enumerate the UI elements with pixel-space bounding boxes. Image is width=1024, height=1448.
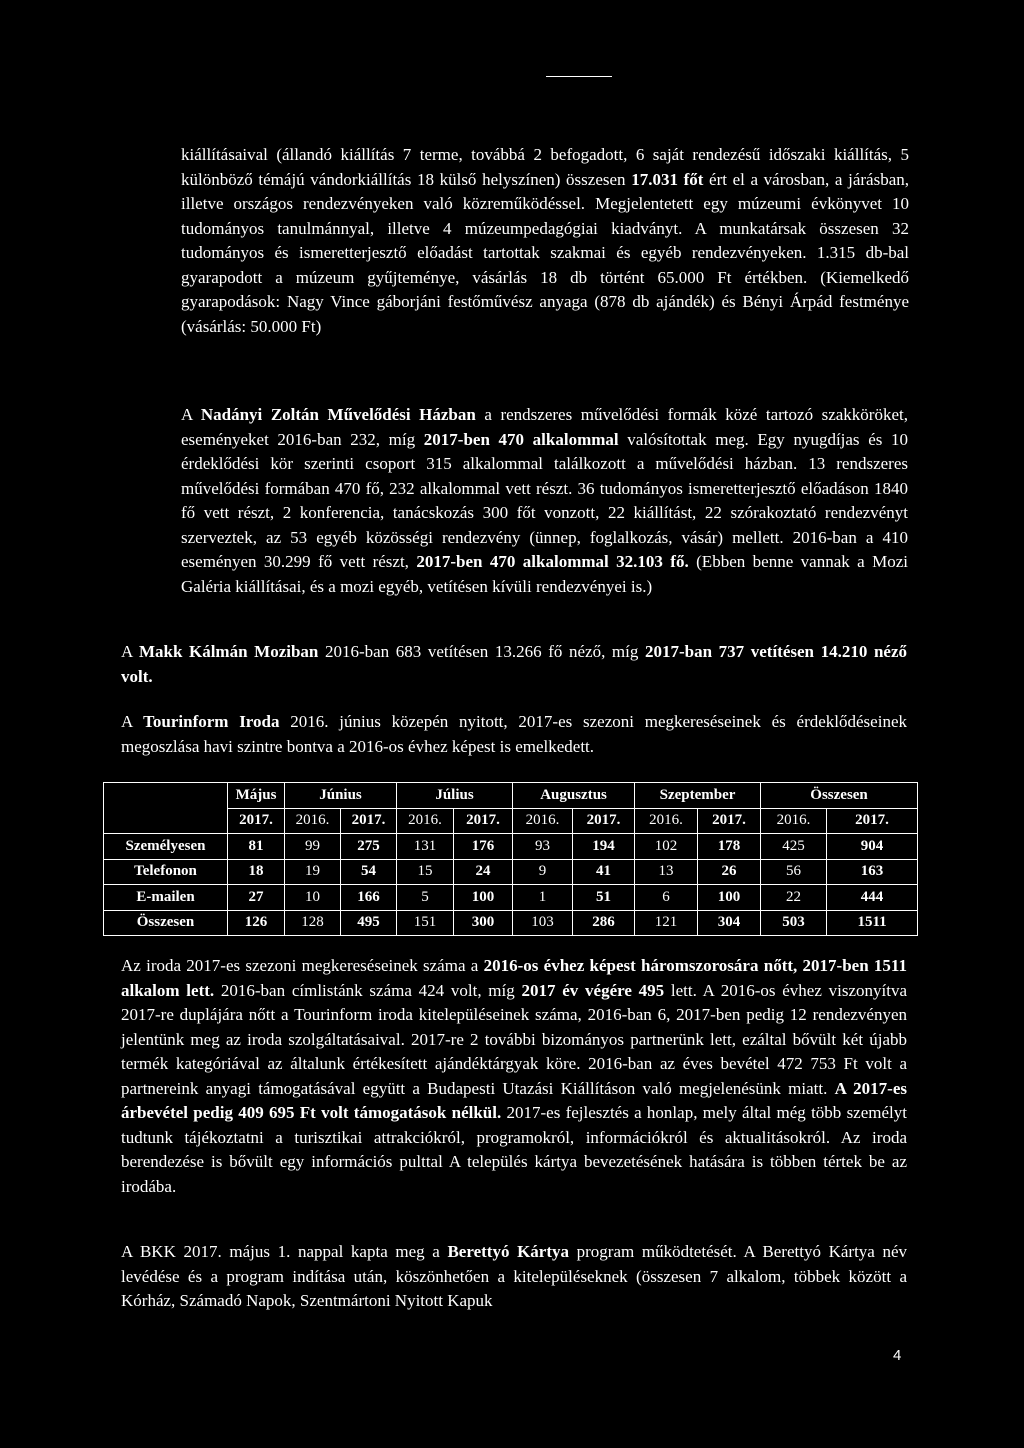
text-run: ért el a városban, a járásban, illetve országos rendezvényeken való közreműködéssel. Megjelentetett egy múzeumi évkönyvet 10 tudományos tanulmánnyal, illetve 4 múzeumpedagógiai kiadványt. A munkatársak összesen 32 tudományos és ismeretterjesztő előadást tartottak szakmai és egyéb rendezvényeken. 1.315 db-bal gyarapodott a múzeum gyűjteménye, vásárlás 18 db történt 65.000 Ft értékben. (Kiemelkedő gyarapodások: Nagy Vince gáborjáni festőművész anyaga (878 db ajándék) és Bényi Árpád festménye (vásárlás: 50.000 Ft) — [181, 169, 910, 336]
table-row — [104, 910, 918, 936]
paragraph-cinema — [121, 640, 907, 689]
table-cell: 904 — [827, 834, 918, 860]
bold-text-run: 17.031 főt — [631, 169, 704, 189]
text-run: 2016. június közepén nyitott, 2017-es szezoni megkereséseinek és érdeklődéseinek megoszlása havi szintre bontva a 2016-os évhez képest is emelkedett. — [121, 712, 907, 756]
month-header: Július — [397, 783, 513, 809]
text-run: Az iroda 2017-es szezoni megkereséseinek száma a — [121, 956, 484, 975]
year-header-cell: 2016. — [635, 808, 698, 834]
table-cell: 100 — [454, 885, 513, 911]
text-run: valósítottak meg. Egy nyugdíjas és 10 érdeklődési kör szerinti csoport 315 alkalommal találkozott a művelődési házban. 13 rendszeres művelődési formában 470 fő, 232 alkalommal vett részt. 36 tudományos ismeretterjesztő előadáson 1840 fő vett részt, 2 konferencia, tanácskozás 300 főt vonzott, 22 kiállítást, 22 szórakoztató rendezvényt szerveztek, az 53 egyéb közösségi rendezvény (ünnep, foglalkozás, vásár) mellett. 2016-ban a 410 eseményen 30.299 fő vett részt, — [181, 429, 909, 571]
text-run: A — [121, 712, 144, 731]
table-cell: 1511 — [827, 910, 918, 936]
table-cell: 13 — [635, 859, 698, 885]
table-cell: 128 — [285, 910, 341, 936]
table-cell: 10 — [285, 885, 341, 911]
bold-text-run: 2016-os évhez képest háromszorosára nőtt, 2017-ben 1511 alkalom lett. — [121, 956, 907, 1000]
table-cell: 163 — [827, 859, 918, 885]
bold-text-run: 2017-ban 737 vetítésen 14.210 néző volt. — [121, 642, 907, 686]
table-cell: 166 — [341, 885, 397, 911]
table-cell: 444 — [827, 885, 918, 911]
paragraph-tourinform — [121, 710, 907, 759]
paragraph-tourinform-summary — [121, 954, 907, 1199]
table-cell: 121 — [635, 910, 698, 936]
month-header-row — [104, 783, 918, 809]
year-header-cell: 2017. — [698, 808, 761, 834]
paragraph-bkk — [121, 1240, 907, 1314]
text-run: program működtetését. A Berettyó Kártya név levédése és a program indítása után, köszönhetően a kitelepüléseknek (összesen 7 alkalom, többek között a Kórház, Számadó Napok, Szentmártoni Nyitott Kapuk — [121, 1242, 908, 1310]
text-run: (Ebben benne vannak a Mozi Galéria kiállításai, és a mozi egyéb, vetítésen kívüli rendezvényei is.) — [181, 552, 909, 596]
year-header-cell: 2016. — [761, 808, 827, 834]
table-cell: 102 — [635, 834, 698, 860]
corner-cell — [104, 783, 228, 834]
year-header-cell: 2017. — [454, 808, 513, 834]
bold-text-run: Tourinform Iroda — [143, 712, 280, 731]
table-cell: 15 — [397, 859, 454, 885]
table-cell: 100 — [698, 885, 761, 911]
table-cell: 131 — [397, 834, 454, 860]
table-cell: 300 — [454, 910, 513, 936]
table-cell: 93 — [513, 834, 573, 860]
bold-text-run: Nadányi Zoltán Művelődési Házban — [200, 405, 476, 424]
table-cell: 304 — [698, 910, 761, 936]
text-run: A BKK 2017. május 1. nappal kapta meg a — [121, 1242, 448, 1261]
year-header-cell: 2016. — [513, 808, 573, 834]
bold-text-run: 2017-ben 470 alkalommal — [423, 429, 619, 449]
month-header: Összesen — [761, 783, 918, 809]
table-cell: 495 — [341, 910, 397, 936]
page-number: 4 — [893, 1347, 902, 1364]
tourinform-table — [103, 782, 918, 936]
text-run: kiállításaival (állandó kiállítás 7 terme, továbbá 2 befogadott, 6 saját rendezésű időszaki kiállítás, 5 különböző témájú vándorkiállítás 18 külső helyszínen) összesen — [181, 145, 909, 189]
table-cell: 6 — [635, 885, 698, 911]
table-cell: 425 — [761, 834, 827, 860]
month-header: Június — [285, 783, 397, 809]
table-cell: 24 — [454, 859, 513, 885]
year-header-cell: 2017. — [228, 808, 285, 834]
table-cell: 503 — [761, 910, 827, 936]
table-cell: 275 — [341, 834, 397, 860]
table-cell: 26 — [698, 859, 761, 885]
table-cell: 178 — [698, 834, 761, 860]
table-row — [104, 834, 918, 860]
table-cell: 41 — [573, 859, 635, 885]
year-header-cell: 2016. — [397, 808, 454, 834]
paragraph-culture-house — [181, 403, 908, 599]
year-header-cell: 2017. — [341, 808, 397, 834]
table-cell: 54 — [341, 859, 397, 885]
table-cell: 22 — [761, 885, 827, 911]
year-header-cell: 2017. — [827, 808, 918, 834]
text-run: 2016-ban 683 vetítésen 13.266 fő néző, míg — [318, 642, 645, 661]
row-label: Telefonon — [104, 859, 228, 885]
table-cell: 51 — [573, 885, 635, 911]
table-cell: 81 — [228, 834, 285, 860]
month-header: Május — [228, 783, 285, 809]
text-run: a rendszeres művelődési formák közé tartozó szakköröket, eseményeket 2016-ban 232, míg — [181, 405, 908, 449]
month-header: Szeptember — [635, 783, 761, 809]
table-cell: 19 — [285, 859, 341, 885]
table-row — [104, 885, 918, 911]
table-cell: 103 — [513, 910, 573, 936]
table-cell: 18 — [228, 859, 285, 885]
table-cell: 151 — [397, 910, 454, 936]
paragraph-museum — [181, 143, 909, 339]
table-cell: 176 — [454, 834, 513, 860]
table-cell: 56 — [761, 859, 827, 885]
table-row — [104, 859, 918, 885]
text-run: 2017-es fejlesztés a honlap, mely által még több személyt tudtunk tájékoztatni a turisztikai attrakciókról, programokról, információkról és aktualitásokról. Az iroda berendezése is bővült egy információs pulttal A település kártya bevezetésének hatására is többen tértek be az irodába. — [121, 1103, 907, 1196]
bold-text-run: Berettyó Kártya — [447, 1242, 570, 1261]
table-cell: 194 — [573, 834, 635, 860]
table-cell: 286 — [573, 910, 635, 936]
bold-text-run: A 2017-es árbevétel pedig 409 695 Ft volt támogatások nélkül. — [121, 1078, 907, 1122]
bold-text-run: Makk Kálmán Moziban — [138, 642, 319, 661]
row-label: Személyesen — [104, 834, 228, 860]
month-header: Augusztus — [513, 783, 635, 809]
text-run: A — [121, 642, 139, 661]
table-cell: 99 — [285, 834, 341, 860]
table-cell: 126 — [228, 910, 285, 936]
table-cell: 1 — [513, 885, 573, 911]
table-cell: 9 — [513, 859, 573, 885]
year-header-cell: 2017. — [573, 808, 635, 834]
text-run: lett. A 2016-os évhez viszonyítva 2017-re duplájára nőtt a Tourinform iroda kitelepüléseinek száma, 2016-ban 6, 2017-ben pedig 12 rendezvényen jelentünk meg az iroda szolgáltatásaival. 2017-re 2 további bizományos partnerünk lett, ezáltal bővült két újabb termék kategóriával az általunk értékesített ajándéktárgyak köre. 2016-ban az éves bevétel 472 753 Ft volt a partnereink anyagi támogatásával együtt a Budapesti Utazási Kiállításon való megjelenésünk miatt. — [121, 980, 908, 1098]
table-cell: 27 — [228, 885, 285, 911]
table-cell: 5 — [397, 885, 454, 911]
bold-text-run: 2017-ben 470 alkalommal 32.103 fő. — [416, 552, 689, 571]
text-run: A — [181, 405, 201, 424]
text-run: 2016-ban címlistánk száma 424 volt, míg — [214, 980, 522, 1000]
row-label: Összesen — [104, 910, 228, 936]
bold-text-run: 2017 év végére 495 — [521, 980, 665, 1000]
row-label: E-mailen — [104, 885, 228, 911]
year-header-cell: 2016. — [285, 808, 341, 834]
header-rule — [546, 76, 612, 77]
